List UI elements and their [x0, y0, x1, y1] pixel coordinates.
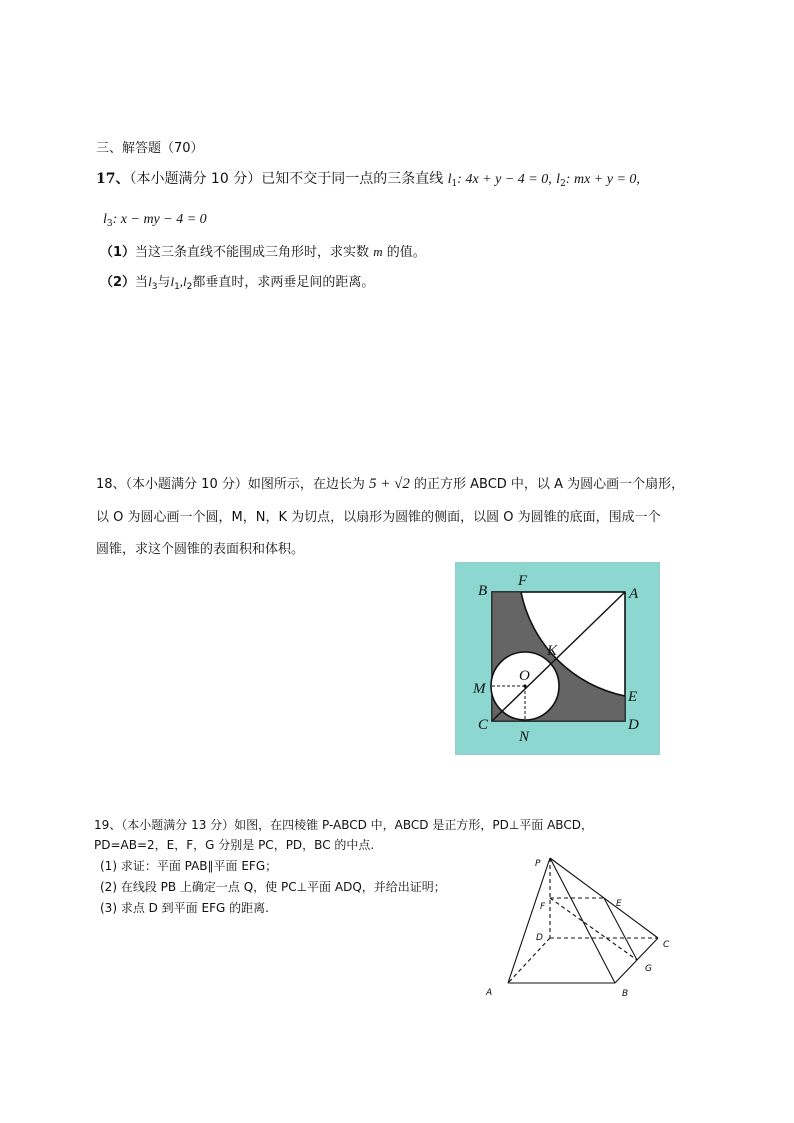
label-k: K — [547, 643, 558, 659]
q18-line2: 以 O 为圆心画一个圆，M，N，K 为切点，以扇形为圆锥的侧面，以圆 O 为圆锥的底面，围成一个 — [96, 510, 661, 525]
q18-line1-b: 的正方形 ABCD 中，以 A 为圆心画一个扇形， — [414, 477, 685, 492]
q19-part3: (3) 求点 D 到平面 EFG 的距离. — [100, 901, 269, 915]
q17-part2-text-a: 当 — [135, 275, 149, 290]
label-d2: D — [536, 933, 543, 943]
label-d: D — [628, 717, 639, 733]
q19-figure-svg — [480, 850, 680, 1000]
l2-label: l — [556, 172, 561, 187]
label-o: O — [519, 668, 530, 684]
l3-equation: : x − my − 4 = 0 — [112, 212, 207, 227]
q17-part1-number: （1） — [100, 245, 136, 260]
q18-line3: 圆锥，求这个圆锥的表面积和体积。 — [96, 542, 305, 557]
q17-part2-l1: l — [170, 274, 175, 289]
label-f: F — [518, 573, 528, 589]
label-a: A — [629, 586, 639, 602]
l1-equation: : 4x + y − 4 = 0, — [457, 172, 552, 187]
edge-bc — [615, 938, 658, 983]
q18-side-length: 5 + √2 — [369, 476, 410, 492]
q18-line1-a: 18、（本小题满分 10 分）如图所示，在边长为 — [96, 477, 365, 492]
q17-part1-text-b: 的值。 — [386, 245, 426, 260]
label-e: E — [628, 689, 638, 705]
q17-line1: 17、（本小题满分 10 分）已知不交于同一点的三条直线 $l_1$: 4x + y − 4 = 0, $l_2$: mx + y = 0, — [96, 171, 640, 189]
q18-line1 — [96, 475, 684, 494]
q17-part2-text-c: 都垂直时，求两垂足间的距离。 — [192, 275, 375, 290]
q17-part1-text-a: 当这三条直线不能围成三角形时，求实数 — [135, 245, 370, 260]
q17-part2-l2: l — [183, 274, 187, 289]
label-b2: B — [622, 989, 629, 999]
l2-equation: : mx + y = 0, — [565, 172, 640, 187]
label-c: C — [478, 717, 489, 733]
q17-line2: $l_3$: x − my − 4 = 0 — [103, 212, 207, 229]
q17-part2: （2）当$l_3$与$l_1,l_2$都垂直时，求两垂足间的距离。 — [100, 274, 375, 292]
label-p: P — [535, 859, 541, 869]
q19-part2: (2) 在线段 PB 上确定一点 Q，使 PC⊥平面 ADQ，并给出证明； — [100, 880, 446, 894]
label-e2: E — [616, 899, 622, 909]
q17-number: 17、 — [96, 171, 130, 187]
q19-line2: PD=AB=2，E，F，G 分别是 PC，PD，BC 的中点. — [94, 838, 375, 852]
q17-part2-l3: l — [148, 274, 152, 289]
l1-label: l — [447, 172, 452, 187]
label-a2: A — [486, 988, 493, 998]
label-b: B — [478, 583, 488, 599]
label-g: G — [645, 964, 652, 974]
label-m: M — [473, 681, 486, 697]
label-n: N — [519, 729, 530, 745]
label-c2: C — [663, 940, 670, 950]
q19-figure — [480, 850, 680, 1000]
section-title: 三、解答题（70） — [96, 141, 204, 156]
l3-label: l — [103, 212, 107, 227]
q17-part2-text-b: 与 — [157, 275, 171, 290]
q17-part1-var: m — [373, 244, 383, 259]
q17-head: （本小题满分 10 分）已知不交于同一点的三条直线 — [129, 171, 444, 187]
q17-part2-number: （2） — [100, 275, 136, 290]
q18-figure — [455, 562, 660, 755]
edge-fg — [550, 898, 637, 960]
q17-part1 — [100, 243, 426, 262]
label-f2: F — [540, 902, 546, 912]
edge-pa — [508, 858, 550, 983]
edge-pb — [550, 858, 615, 983]
q18-figure-svg — [456, 563, 659, 754]
edge-da — [508, 938, 550, 983]
q19-line1: 19、（本小题满分 13 分）如图，在四棱锥 P-ABCD 中，ABCD 是正方形，PD⊥平面 ABCD， — [94, 818, 593, 832]
q19-part1: (1) 求证：平面 PAB∥平面 EFG； — [100, 859, 278, 873]
